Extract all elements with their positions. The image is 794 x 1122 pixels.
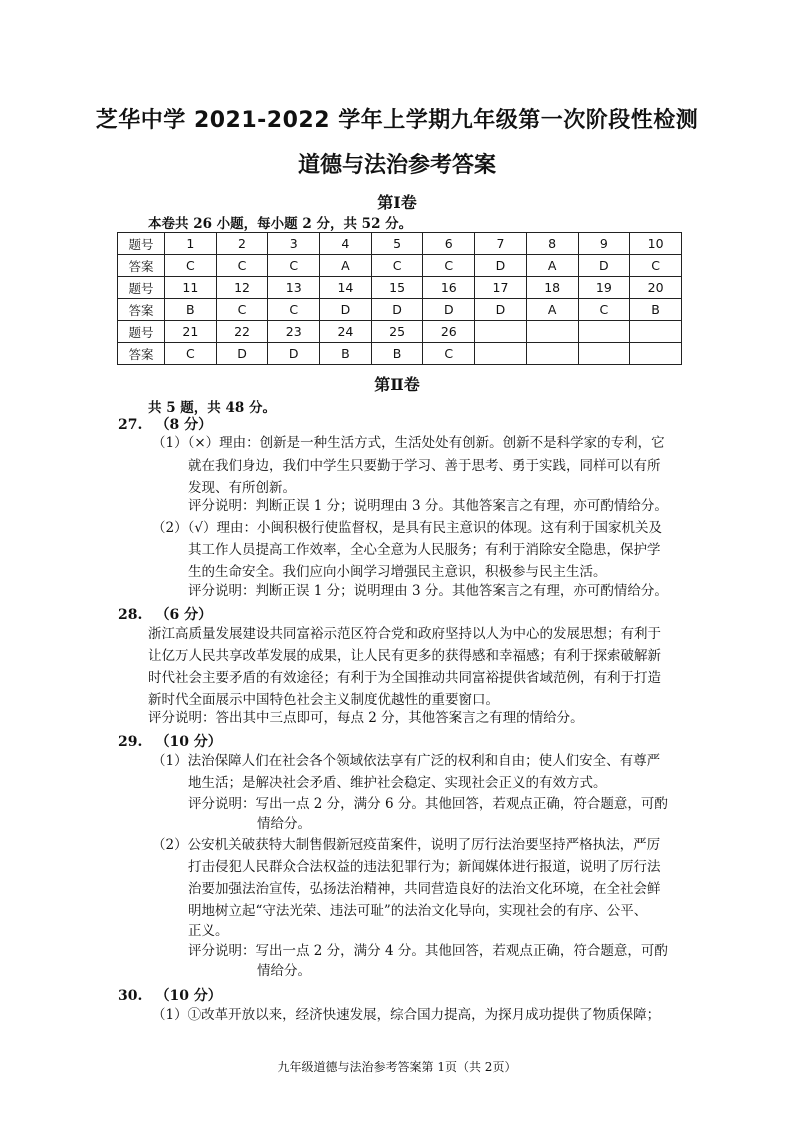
question-number-cell: 3 <box>268 233 320 255</box>
question-number-cell: 12 <box>216 277 268 299</box>
question-number-row <box>118 233 682 255</box>
q28-line: 浙江高质量发展建设共同富裕示范区符合党和政府坚持以人为中心的发展思想；有利于 <box>148 626 661 642</box>
q30-heading <box>118 985 222 1005</box>
answer-cell: D <box>216 343 268 365</box>
question-number-cell: 22 <box>216 321 268 343</box>
q29-p2-line: 打击侵犯人民群众合法权益的违法犯罪行为；新闻媒体进行报道，说明了厉行法 <box>188 859 661 875</box>
row-header-cell: 题号 <box>118 277 165 299</box>
q27-p2-scoring: 评分说明：判断正误 1 分；说明理由 3 分。其他答案言之有理，亦可酌情给分。 <box>188 583 668 599</box>
question-number-cell: 11 <box>165 277 217 299</box>
question-number-cell: 24 <box>320 321 372 343</box>
part2-note: 共 5 题，共 48 分。 <box>148 400 276 416</box>
q27-p1-line: 发现、有所创新。 <box>188 480 296 496</box>
q27-score: （8 分） <box>155 417 213 433</box>
row-header-cell: 题号 <box>118 321 165 343</box>
q28-number: 28. <box>118 607 143 623</box>
answer-row <box>118 255 682 277</box>
q27-p2-line: 其工作人员提高工作效率，全心全意为人民服务；有利于消除安全隐患，保护学 <box>188 542 661 558</box>
question-number-cell: 20 <box>630 277 682 299</box>
question-number-row <box>118 321 682 343</box>
answer-cell: C <box>630 255 682 277</box>
answer-cell: A <box>526 255 578 277</box>
question-number-cell: 9 <box>578 233 630 255</box>
question-number-cell: 15 <box>371 277 423 299</box>
question-number-cell: 14 <box>320 277 372 299</box>
question-number-cell: 6 <box>423 233 475 255</box>
answer-cell: A <box>526 299 578 321</box>
question-number-cell: 8 <box>526 233 578 255</box>
question-number-cell: 10 <box>630 233 682 255</box>
answer-row <box>118 299 682 321</box>
question-number-cell <box>630 321 682 343</box>
answer-cell: D <box>371 299 423 321</box>
q29-heading <box>118 731 222 751</box>
q29-p2-line: 治要加强法治宣传，弘扬法治精神，共同营造良好的法治文化环境，在全社会鲜 <box>188 881 661 897</box>
question-number-cell: 1 <box>165 233 217 255</box>
answer-table <box>117 232 682 365</box>
q29-p1-line: （1）法治保障人们在社会各个领域依法享有广泛的权利和自由；使人们安全、有尊严 <box>152 753 661 769</box>
question-number-cell: 23 <box>268 321 320 343</box>
question-number-cell: 7 <box>475 233 527 255</box>
page-footer: 九年级道德与法治参考答案第 1页（共 2页） <box>277 1060 517 1074</box>
answer-cell: D <box>268 343 320 365</box>
answer-cell: D <box>578 255 630 277</box>
row-header-cell: 答案 <box>118 255 165 277</box>
q28-score: （6 分） <box>155 607 213 623</box>
question-number-cell: 19 <box>578 277 630 299</box>
question-number-cell <box>526 321 578 343</box>
answer-cell: C <box>268 299 320 321</box>
part2-heading: 第Ⅱ卷 <box>374 375 420 394</box>
answer-cell: C <box>423 343 475 365</box>
answer-cell: B <box>320 343 372 365</box>
row-header-cell: 题号 <box>118 233 165 255</box>
answer-cell: B <box>371 343 423 365</box>
answer-cell <box>630 343 682 365</box>
q29-p2-line: （2）公安机关破获特大制售假新冠疫苗案件，说明了厉行法治要坚持严格执法，严厉 <box>152 837 661 853</box>
answer-cell: C <box>165 255 217 277</box>
question-number-cell: 25 <box>371 321 423 343</box>
question-number-cell: 13 <box>268 277 320 299</box>
document-title: 芝华中学 2021-2022 学年上学期九年级第一次阶段性检测 <box>95 108 699 133</box>
question-number-cell: 5 <box>371 233 423 255</box>
row-header-cell: 答案 <box>118 299 165 321</box>
question-number-cell: 26 <box>423 321 475 343</box>
question-number-cell: 4 <box>320 233 372 255</box>
q29-p1-scoring: 评分说明：写出一点 2 分，满分 6 分。其他回答，若观点正确，符合题意，可酌 <box>188 796 668 812</box>
answer-cell: B <box>630 299 682 321</box>
q27-heading <box>118 414 212 434</box>
q28-line: 时代社会主要矛盾的有效途径；有利于为全国推动共同富裕提供省域范例，有利于打造 <box>148 670 661 686</box>
question-number-cell <box>578 321 630 343</box>
document-subtitle: 道德与法治参考答案 <box>297 153 496 178</box>
question-number-cell: 16 <box>423 277 475 299</box>
question-number-cell: 18 <box>526 277 578 299</box>
answer-cell: C <box>216 299 268 321</box>
q29-number: 29. <box>118 734 143 750</box>
answer-row <box>118 343 682 365</box>
question-number-cell: 17 <box>475 277 527 299</box>
q30-line: （1）①改革开放以来，经济快速发展，综合国力提高，为探月成功提供了物质保障； <box>152 1007 661 1023</box>
part1-heading: 第Ⅰ卷 <box>377 193 417 212</box>
answer-cell: B <box>165 299 217 321</box>
q27-p1-line: 就在我们身边，我们中学生只要勤于学习、善于思考、勇于实践，同样可以有所 <box>188 458 661 474</box>
q28-scoring: 评分说明：答出其中三点即可，每点 2 分，其他答案言之有理的情给分。 <box>148 710 584 726</box>
q27-p1-scoring: 评分说明：判断正误 1 分；说明理由 3 分。其他答案言之有理，亦可酌情给分。 <box>188 498 668 514</box>
answer-cell: C <box>578 299 630 321</box>
q29-p2-line: 正义。 <box>188 923 229 939</box>
q27-p1-line: （1）（×）理由：创新是一种生活方式，生活处处有创新。创新不是科学家的专利，它 <box>152 435 665 451</box>
q29-score: （10 分） <box>155 734 222 750</box>
answer-cell: D <box>320 299 372 321</box>
question-number-cell: 2 <box>216 233 268 255</box>
question-number-row <box>118 277 682 299</box>
q27-p2-line: 生的生命安全。我们应向小闽学习增强民主意识，积极参与民主生活。 <box>188 564 607 580</box>
q30-score: （10 分） <box>155 988 222 1004</box>
q29-p1-scoring: 情给分。 <box>257 816 311 832</box>
q27-p2-line: （2）（√）理由：小闽积极行使监督权，是具有民主意识的体现。这有利于国家机关及 <box>152 520 662 536</box>
answer-cell: C <box>268 255 320 277</box>
part1-note: 本卷共 26 小题，每小题 2 分，共 52 分。 <box>148 216 413 232</box>
answer-cell <box>526 343 578 365</box>
answer-cell: C <box>165 343 217 365</box>
answer-cell: A <box>320 255 372 277</box>
q30-number: 30. <box>118 988 143 1004</box>
q28-heading <box>118 604 212 624</box>
answer-cell: D <box>475 299 527 321</box>
q29-p2-line: 明地树立起“守法光荣、违法可耻”的法治文化导向，实现社会的有序、公平、 <box>188 903 648 919</box>
q28-line: 新时代全面展示中国特色社会主义制度优越性的重要窗口。 <box>148 692 499 708</box>
answer-cell: C <box>216 255 268 277</box>
question-number-cell <box>475 321 527 343</box>
answer-cell <box>475 343 527 365</box>
answer-cell: D <box>475 255 527 277</box>
q29-p2-scoring: 情给分。 <box>257 963 311 979</box>
answer-cell: C <box>423 255 475 277</box>
answer-cell <box>578 343 630 365</box>
question-number-cell: 21 <box>165 321 217 343</box>
answer-cell: D <box>423 299 475 321</box>
q27-number: 27. <box>118 417 143 433</box>
q29-p2-scoring: 评分说明：写出一点 2 分，满分 4 分。其他回答，若观点正确，符合题意，可酌 <box>188 943 668 959</box>
answer-cell: C <box>371 255 423 277</box>
row-header-cell: 答案 <box>118 343 165 365</box>
q28-line: 让亿万人民共享改革发展的成果，让人民有更多的获得感和幸福感；有利于探索破解新 <box>148 648 661 664</box>
q29-p1-line: 地生活；是解决社会矛盾、维护社会稳定、实现社会正义的有效方式。 <box>188 775 607 791</box>
